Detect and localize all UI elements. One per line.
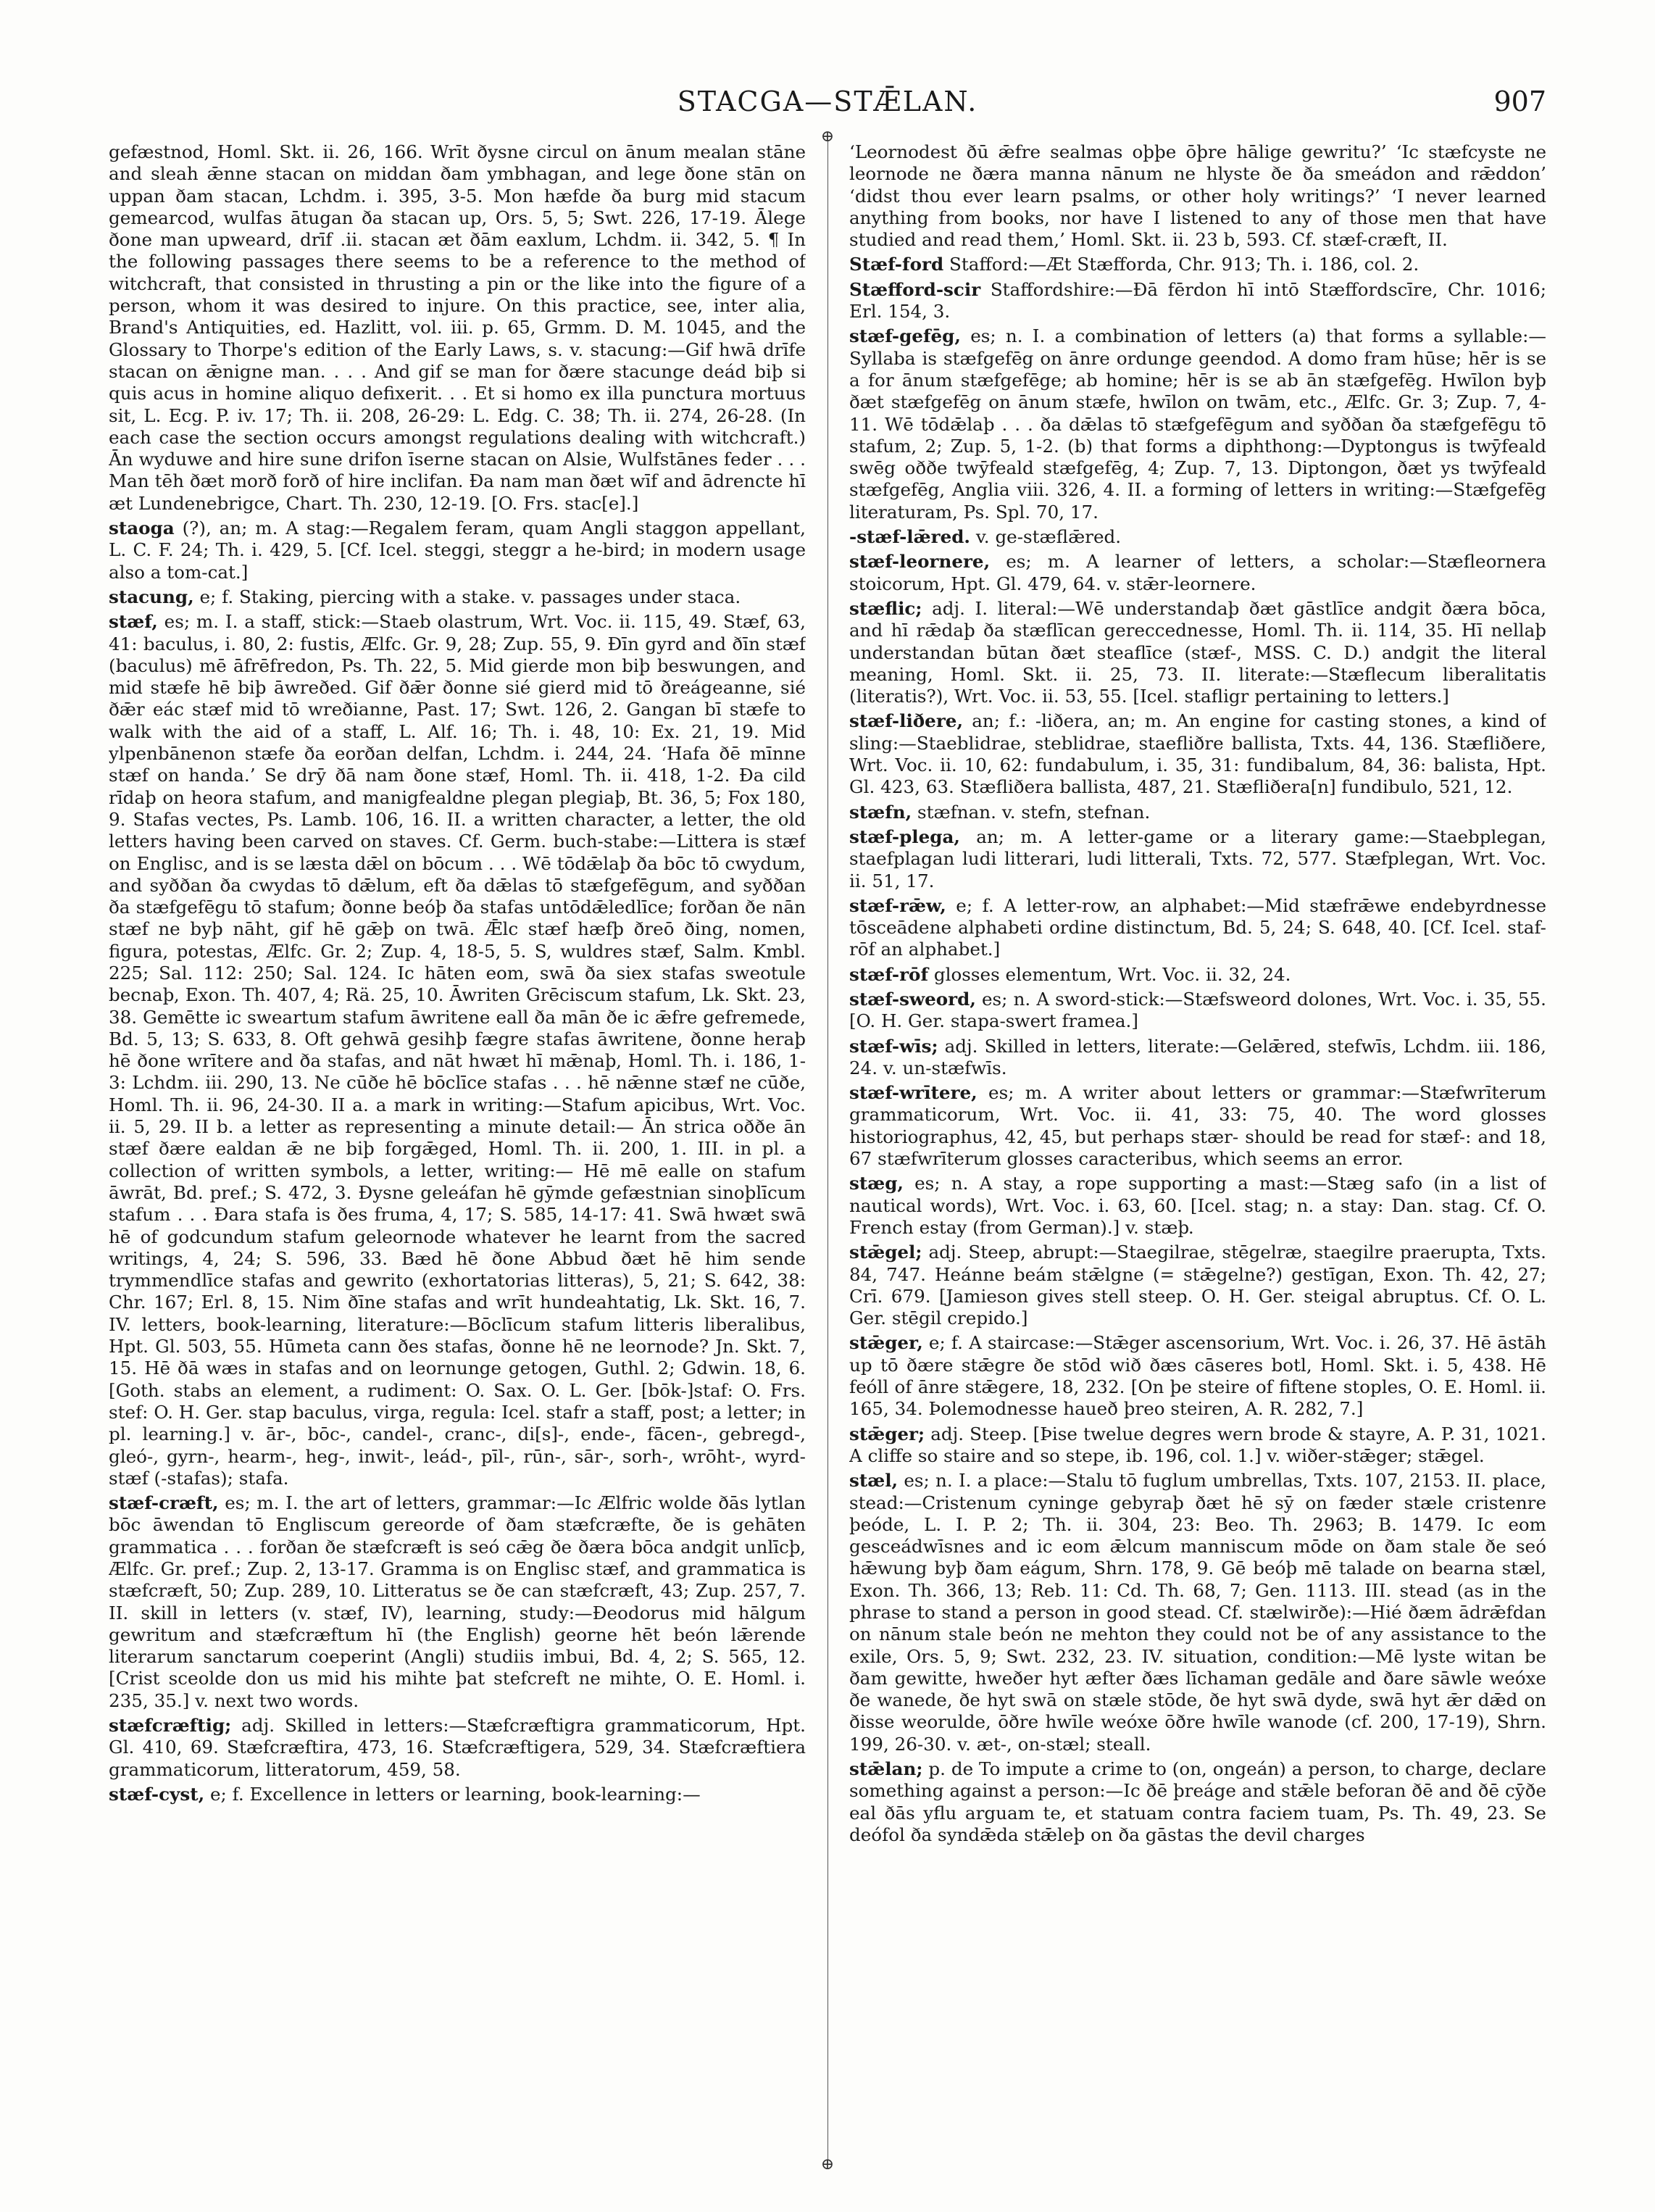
- dictionary-entry: [849, 1173, 1546, 1239]
- dictionary-entry: [109, 517, 806, 583]
- entry-text: an; f.: -liðera, an; m. An engine for casting stones, a kind of sling:—Staeblidrae, steblidrae, staefliðre ballista, Txts. 44, 136. Stæfliðere, Wrt. Voc. ii. 10, 62: fundabulum, i. 35, 31: fundibalum, 84, 36: balista, Hpt. Gl. 423, 63. Stæfliðera ballista, 487, 21. Stæfliðera[n] fundibulo, 521, 12.: [849, 710, 1546, 798]
- headword: stæfcræftig;: [109, 1715, 232, 1737]
- entry-text: e; f. Staking, piercing with a stake. v. passages under staca.: [199, 586, 741, 607]
- headword: stæf,: [109, 611, 158, 633]
- entry-text: es; m. I. the art of letters, grammar:—Ic Ælfric wolde ðās lytlan bōc āwendan tō Engliscum gereorde of ðam stæfcræfte, ðe is gehāten grammatica . . . forðan ðe stæfcræft is seó cǣg ðe ðæra bōca andgit unlīcþ, Ælfc. Gr. pref.; Zup. 2, 13-17. Gramma is on Englisc stæf, and grammatica is stæfcræft, 50; Zup. 289, 10. Litteratus se ðe can stæfcræft, 43; Zup. 257, 7. II. skill in letters (v. stæf, IV), learning, study:—Ðeodorus mid hālgum gewritum and stæfcræftum hī (the English) georne hēt beón lǣrende literarum sanctarum coeperint (Angli) studiis imbui, Bd. 4, 2; S. 565, 12. [Crist sceolde don us mid his mihte þat stefcreft ne mihte, O. E. Homl. i. 235, 35.] v. next two words.: [109, 1492, 806, 1711]
- headword: stæfn,: [849, 801, 912, 823]
- entry-text: adj. Steep, abrupt:—Staegilrae, stēgelræ, staegilre praerupta, Txts. 84, 747. Heánne beám stǣlgne (= stǣgelne?) gestīgan, Exon. Th. 42, 27; Crī. 679. [Jamieson gives stell steep. O. H. Ger. steigal abruptus. Cf. O. L. Ger. stēgil crepido.]: [849, 1242, 1546, 1329]
- headword: stæf-sweord,: [849, 988, 976, 1010]
- headword: stæf-rōf: [849, 963, 929, 985]
- headword: staoga: [109, 517, 175, 539]
- dictionary-entry: [109, 1492, 806, 1712]
- entry-text: Staffordshire:—Ðā fērdon hī intō Stæffordscīre, Chr. 1016; Erl. 154, 3.: [849, 278, 1546, 323]
- entry-text: es; m. I. a staff, stick:—Staeb olastrum, Wrt. Voc. ii. 115, 49. Stæf, 63, 41: baculus, i. 80, 2: fustis, Ælfc. Gr. 9, 28; Zup. 55, 9. Ðīn gyrd and ðīn stæf (baculus) mē āfrēfredon, Ps. Th. 22, 5. Mid gierde mon biþ beswungen, and mid stæfe hē biþ āwreðed. Gif ðǣr ðonne sié gierd mid tō ðreágeanne, sié ðǣr eác stæf mid tō wreðianne, Past. 17; Swt. 126, 2. Gangan bī stæfe to walk with the aid of a staff, L. Alf. 16; Th. i. 48, 10: Ex. 21, 19. Mid ylpenbānenon stæfe ða eorðan delfan, Lchdm. i. 244, 24. ‘Hafa ðē mīnne stæf on handa.’ Se drȳ ðā nam ðone stæf, Homl. Th. ii. 418, 1-2. Ða cild rīdaþ on heora stafum, and manigfealdne plegan plegiaþ, Bt. 36, 5; Fox 180, 9. Stafas vectes, Ps. Lamb. 106, 16. II. a written character, a letter, the old letters having been carved on staves. Cf. Germ. buch-stabe:—Littera is stæf on Englisc, and is se læsta dǣl on bōcum . . . Wē tōdǣlaþ ða bōc tō cwydum, and syððan ða cwydas tō dǣlum, eft ða dǣlas tō stæfgefēgum, and syððan ða stæfgefēgu tō stafum; ðonne beóþ ða stafas untōdǣledlīce; forðan ðe nān stæf ne byþ nāht, gif hē gǣþ on twā. Ǣlc stæf hæfþ ðreō ðing, nomen, figura, potestas, Ælfc. Gr. 2; Zup. 4, 18-5, 5. S, wuldres stæf, Salm. Kmbl. 225; Sal. 112: 250; Sal. 124. Ic hāten eom, swā ða siex stafas sweotule becnaþ, Exon. Th. 407, 4; Rä. 25, 10. Āwriten Grēciscum stafum, Lk. Skt. 23, 38. Gemētte ic sweartum stafum āwritene eall ða mān ðe ic ǣfre gefremede, Bd. 5, 13; S. 633, 8. Oft gehwā gesihþ fægre stafas āwritene, ðonne heraþ hē ðone wrītere and ða stafas, and nāt hwæt hī mǣnaþ, Homl. Th. i. 186, 1-3: Lchdm. iii. 290, 13. Ne cūðe hē bōclīce stafas . . . hē nǣnne stæf ne cūðe, Homl. Th. ii. 96, 24-30. II a. a mark in writing:—Stafum apicibus, Wrt. Voc. ii. 5, 29. II b. a letter as representing a minute detail:— Ān strica oððe ān stæf ðære ealdan ǣ ne biþ forgǣged, Homl. Th. ii. 200, 1. III. in pl. a collection of written symbols, a letter, writing:— Hē mē ealle on stafum āwrāt, Bd. pref.; S. 472, 3. Ðysne geleáfan hē gȳmde gefæstnian sinoþlīcum stafum . . . Ðara stafa is ðes fruma, 4, 17; S. 585, 14-17: 41. Swā hwæt swā hē of godcundum stafum geleornode whatever he learnt from the sacred writings, 4, 24; S. 596, 33. Bæd hē ðone Abbud ðæt hē him sende trymmendlīce stafas and gewrito (exhortatorias litteras), 5, 21; S. 642, 38: Chr. 167; Erl. 8, 15. Nim ðīne stafas and wrīt hundeahtatig, Lk. Skt. 16, 7. IV. letters, book-learning, literature:—Bōclīcum stafum litteris liberalibus, Hpt. Gl. 503, 55. Hūmeta cann ðes stafas, ðonne hē ne leornode? Jn. Skt. 7, 15. Hē ðā wæs in stafas and on leornunge getogen, Guthl. 2; Gdwin. 18, 6. [Goth. stabs an element, a rudiment: O. Sax. O. L. Ger. [bōk-]staf: O. Frs. stef: O. H. Ger. stap baculus, virga, regula: Icel. stafr a staff, post; a letter; in pl. learning.] v. ār-, bōc-, candel-, cranc-, di[s]-, ende-, fācen-, gebregd-, gleó-, gyrn-, hearm-, heg-, inwit-, leád-, pīl-, rūn-, sār-, sorh-, wrōht-, wyrd-stæf (-stafas); stafa.: [109, 611, 806, 1489]
- headword: stæf-plega,: [849, 826, 960, 847]
- entry-text: adj. Steep. [Þise twelue degres wern brode & stayre, A. P. 31, 1021. A cliffe so staire and so stepe, ib. 196, col. 1.] v. wiðer-stǣger; stǣgel.: [849, 1423, 1546, 1466]
- page-number: 907: [1493, 86, 1546, 117]
- headword: stæf-rǣw,: [849, 894, 946, 916]
- dictionary-entry: [849, 279, 1546, 323]
- entry-text: es; m. A writer about letters or grammar:—Stæfwrīterum grammaticorum, Wrt. Voc. ii. 41, 33: 75, 40. The word glosses historiographus, 42, 45, but perhaps stær- should be read for stæf-: and 18, 67 stæfwrīterum glosses caracteribus, which seems an error.: [849, 1082, 1546, 1170]
- headword: stæf-wrītere,: [849, 1082, 977, 1104]
- headword: stæflic;: [849, 597, 922, 619]
- dictionary-entry: [849, 1082, 1546, 1170]
- dictionary-entry: [849, 1242, 1546, 1329]
- dictionary-entry: [109, 1784, 806, 1805]
- dictionary-entry: [849, 964, 1546, 986]
- dictionary-entry: [849, 325, 1546, 523]
- headword: stǣger,: [849, 1332, 923, 1354]
- headword: -stæf-lǣred.: [849, 526, 970, 548]
- entry-text: an; m. A letter-game or a literary game:—Staebplegan, staefplagan ludi litterari, ludi litterali, Txts. 72, 577. Stæfplegan, Wrt. Voc. ii. 51, 17.: [849, 826, 1546, 891]
- running-title: STACGA—STǢLAN.: [677, 86, 978, 117]
- headword: Stæf-ford: [849, 254, 944, 275]
- headword: stǣlan;: [849, 1758, 923, 1780]
- entry-text: e; f. A letter-row, an alphabet:—Mid stæfrǣwe endebyrdnesse tōsceādene alphabeti ordine distinctum, Bd. 5, 24; S. 648, 40. [Cf. Icel. staf-rōf an alphabet.]: [849, 894, 1546, 960]
- entry-text: es; n. A stay, a rope supporting a mast:—Stæg safo (in a list of nautical words), Wrt. Voc. i. 63, 60. [Icel. stag; n. a stay: Dan. stag. Cf. O. French estay (from German).] v. stæþ.: [849, 1173, 1546, 1238]
- dictionary-entry: [109, 611, 806, 1489]
- registration-mark-icon: ⊕: [820, 128, 835, 146]
- entry-text: es; n. I. a place:—Stalu tō fuglum umbrellas, Txts. 107, 2153. II. place, stead:—Cristenum cyninge gebyraþ ðæt hē sȳ on fæder stæle cristenre þeóde, L. I. P. 2; Th. ii. 304, 23: Beo. Th. 2963; B. 1479. Ic eom gesceádwīsnes and ic eom ǣlcum manniscum mōde on ðam stale ðe seó hǣwung byþ ðam eágum, Shrn. 178, 9. Gē beóþ mē talade on bearna stæl, Exon. Th. 366, 13; Reb. 11: Cd. Th. 68, 7; Gen. 1113. III. stead (as in the phrase to stand a person in good stead. Cf. stælwirðe):—Hié ðæm ādrǣfdan on nānum stale beón ne mehton they could not be of any assistance to the exile, Ors. 5, 9; Swt. 232, 23. IV. situation, condition:—Mē lyste witan be ðam gewitte, hweðer hyt æfter ðæs līchaman gedāle and ðare sāwle weóxe ðe wanede, ðe hyt swā on stæle stōde, ðe hyt swā dyde, swā hyt ǣr dǣd on ðisse weorulde, ōðre hwīle weóxe ōðre hwīle wanode (cf. 200, 17-19), Shrn. 199, 26-30. v. æt-, on-stæl; steall.: [849, 1470, 1546, 1755]
- entry-text: es; n. A sword-stick:—Stæfsweord dolones, Wrt. Voc. i. 35, 55. [O. H. Ger. stapa-swert framea.]: [849, 988, 1546, 1032]
- entry-text: stæfnan. v. stefn, stefnan.: [917, 801, 1151, 823]
- dictionary-entry: [849, 1332, 1546, 1420]
- dictionary-entry: [849, 598, 1546, 707]
- dictionary-entry: [849, 526, 1546, 548]
- registration-mark-icon: ⊕: [820, 2155, 835, 2174]
- entry-text: gefæstnod, Homl. Skt. ii. 26, 166. Wrīt ðysne circul on ānum mealan stāne and sleah ǣnne stacan on middan ðam ymbhagan, and lege ðone stān on uppan ðam stacan, Lchdm. i. 395, 3-5. Mon hæfde ða burg mid stacum gemearcod, wulfas ātugan ða stacan up, Ors. 5, 5; Swt. 226, 17-19. Ālege ðone man upweard, drīf .ii. stacan æt ðām eaxlum, Lchdm. ii. 342, 5. ¶ In the following passages there seems to be a reference to the method of witchcraft, that consisted in thrusting a pin or the like into the figure of a person, whom it was desired to injure. On this practice, see, inter alia, Brand's Antiquities, ed. Hazlitt, vol. iii. p. 65, Grmm. D. M. 1045, and the Glossary to Thorpe's edition of the Early Laws, s. v. stacung:—Gif hwā drīfe stacan on ǣnigne man. . . . And gif se man for ðære stacunge deád biþ si quis acus in homine aliquo defixerit. . . Et si homo ex illa punctura mortuus sit, L. Ecg. P. iv. 17; Th. ii. 208, 26-29: L. Edg. C. 38; Th. ii. 274, 26-28. (In each case the section occurs amongst regulations dealing with witchcraft.) Ān wyduwe and hire sune drifon īserne stacan on Alsie, Wulfstānes feder . . . Man tēh ðæt morð forð of hire inclifan. Ða nam man ðæt wīf and ādrencte hī æt Lundenebrigce, Chart. Th. 230, 12-19. [O. Frs. stac[e].]: [109, 141, 806, 514]
- headword: stǣger;: [849, 1423, 925, 1444]
- dictionary-entry: [109, 1715, 806, 1781]
- dictionary-entry: [849, 802, 1546, 823]
- headword: stǣgel;: [849, 1242, 922, 1263]
- dictionary-entry: [849, 989, 1546, 1033]
- right-column: [849, 141, 1546, 2163]
- entry-text: Stafford:—Æt Stæfforda, Chr. 913; Th. i. 186, col. 2.: [949, 254, 1420, 275]
- entry-text: ‘Leornodest ðū ǣfre sealmas oþþe ōþre hālige gewritu?’ ‘Ic stæfcyste ne leornode ne ðæra manna nānum ne hlyste ðe ða smeádon and rǣddon’ ‘didst thou ever learn psalms, or other holy writings?’ ‘I never learned anything from books, nor have I listened to any of those men that have studied and read them,’ Homl. Skt. ii. 23 b, 593. Cf. stæf-cræft, II.: [849, 141, 1546, 251]
- headword: stæg,: [849, 1173, 904, 1194]
- entry-text: adj. Skilled in letters:—Stæfcræftigra grammaticorum, Hpt. Gl. 410, 69. Stæfcræftira, 473, 16. Stæfcræftigera, 529, 34. Stæfcræftiera grammaticorum, litteratorum, 459, 58.: [109, 1715, 806, 1780]
- left-column: [109, 141, 806, 2163]
- dictionary-entry: [849, 1423, 1546, 1468]
- dictionary-entry: [849, 551, 1546, 595]
- entry-text: es; m. A learner of letters, a scholar:—Stæfleornera stoicorum, Hpt. Gl. 479, 64. v. stǣr-leornere.: [849, 551, 1546, 594]
- dictionary-entry: [849, 710, 1546, 798]
- page-header: [109, 86, 1546, 125]
- dictionary-entry: [849, 141, 1546, 251]
- entry-text: e; f. A staircase:—Stǣger ascensorium, Wrt. Voc. i. 26, 37. Hē āstāh up tō ðære stǣgre ðe stōd wið ðæs cāseres botl, Homl. Skt. i. 5, 438. Hē feóll of ānre stǣgere, 18, 232. [On þe steire of fiftene stoples, O. E. Homl. ii. 165, 34. Þolemodnesse haueð þreo steiren, A. R. 282, 7.]: [849, 1332, 1546, 1420]
- entry-text: es; n. I. a combination of letters (a) that forms a syllable:—Syllaba is stæfgefēg on ānre ordunge geendod. A domo fram hūse; hēr is se a for ānum stæfgefēge; ab homine; hēr is se ab ān stæfgefēg. Hwīlon byþ ðæt stæfgefēg on ānum stæfe, hwīlon on twām, etc., Ælfc. Gr. 3; Zup. 7, 4-11. Wē tōdǣlaþ . . . ða dǣlas tō stæfgefēgum and syððan ða stæfgefēgu tō stafum, 2; Zup. 5, 1-2. (b) that forms a diphthong:—Dyptongus is twȳfeald swēg oððe twȳfeald stæfgefēg, 4; Zup. 7, 13. Diptongon, ðæt ys twȳfeald stæfgefēg, Anglia viii. 326, 4. II. a forming of letters in writing:—Stæfgefēg literaturam, Ps. Spl. 70, 17.: [849, 325, 1546, 523]
- dictionary-entry: [849, 826, 1546, 892]
- dictionary-entry: [849, 895, 1546, 961]
- dictionary-entry: [109, 586, 806, 608]
- headword: stæf-liðere,: [849, 710, 964, 732]
- headword: stæf-cyst,: [109, 1783, 205, 1805]
- dictionary-entry: [849, 1036, 1546, 1080]
- dictionary-entry: [109, 141, 806, 515]
- headword: stæl,: [849, 1470, 899, 1492]
- dictionary-entry: [849, 1470, 1546, 1755]
- headword: stæf-gefēg,: [849, 325, 961, 347]
- entry-text: adj. Skilled in letters, literate:—Gelǣred, stefwīs, Lchdm. iii. 186, 24. v. un-stæfwīs.: [849, 1035, 1546, 1078]
- entry-text: v. ge-stæflǣred.: [975, 526, 1122, 548]
- headword: stacung,: [109, 586, 194, 607]
- dictionary-entry: [849, 254, 1546, 275]
- dictionary-columns: [109, 128, 1546, 2174]
- entry-text: (?), an; m. A stag:—Regalem feram, quam Angli staggon appellant, L. C. F. 24; Th. i. 429, 5. [Cf. Icel. steggi, steggr a he-bird; in modern usage also a tom-cat.]: [109, 517, 806, 583]
- entry-text: adj. I. literal:—Wē understandaþ ðæt gāstlīce andgit ðæra bōca, and hī rǣdaþ ða stæflīcan gereccednesse, Homl. Th. ii. 114, 35. Hī nellaþ understandan būtan ðæt steaflīce (stæf-, MSS. C. D.) andgit the literal meaning, Homl. Skt. ii. 25, 73. II. literate:—Stæflecum liberalitatis (literatis?), Wrt. Voc. ii. 53, 55. [Icel. stafligr pertaining to letters.]: [849, 597, 1546, 707]
- headword: Stæfford-scir: [849, 278, 981, 300]
- dictionary-entry: [849, 1758, 1546, 1846]
- headword: stæf-wīs;: [849, 1035, 938, 1057]
- entry-text: p. de To impute a crime to (on, ongeán) a person, to charge, declare something against a person:—Ic ðē þreáge and stǣle beforan ðē and ðē cȳðe eal ðās yflu arguam te, et statuam contra faciem tuam, Ps. Th. 49, 23. Se deófol ða syndǣda stǣleþ on ða gāstas the devil charges: [849, 1758, 1546, 1845]
- entry-text: glosses elementum, Wrt. Voc. ii. 32, 24.: [933, 963, 1291, 985]
- headword: stæf-cræft,: [109, 1492, 219, 1514]
- entry-text: e; f. Excellence in letters or learning, book-learning:—: [209, 1783, 701, 1805]
- headword: stæf-leornere,: [849, 551, 991, 573]
